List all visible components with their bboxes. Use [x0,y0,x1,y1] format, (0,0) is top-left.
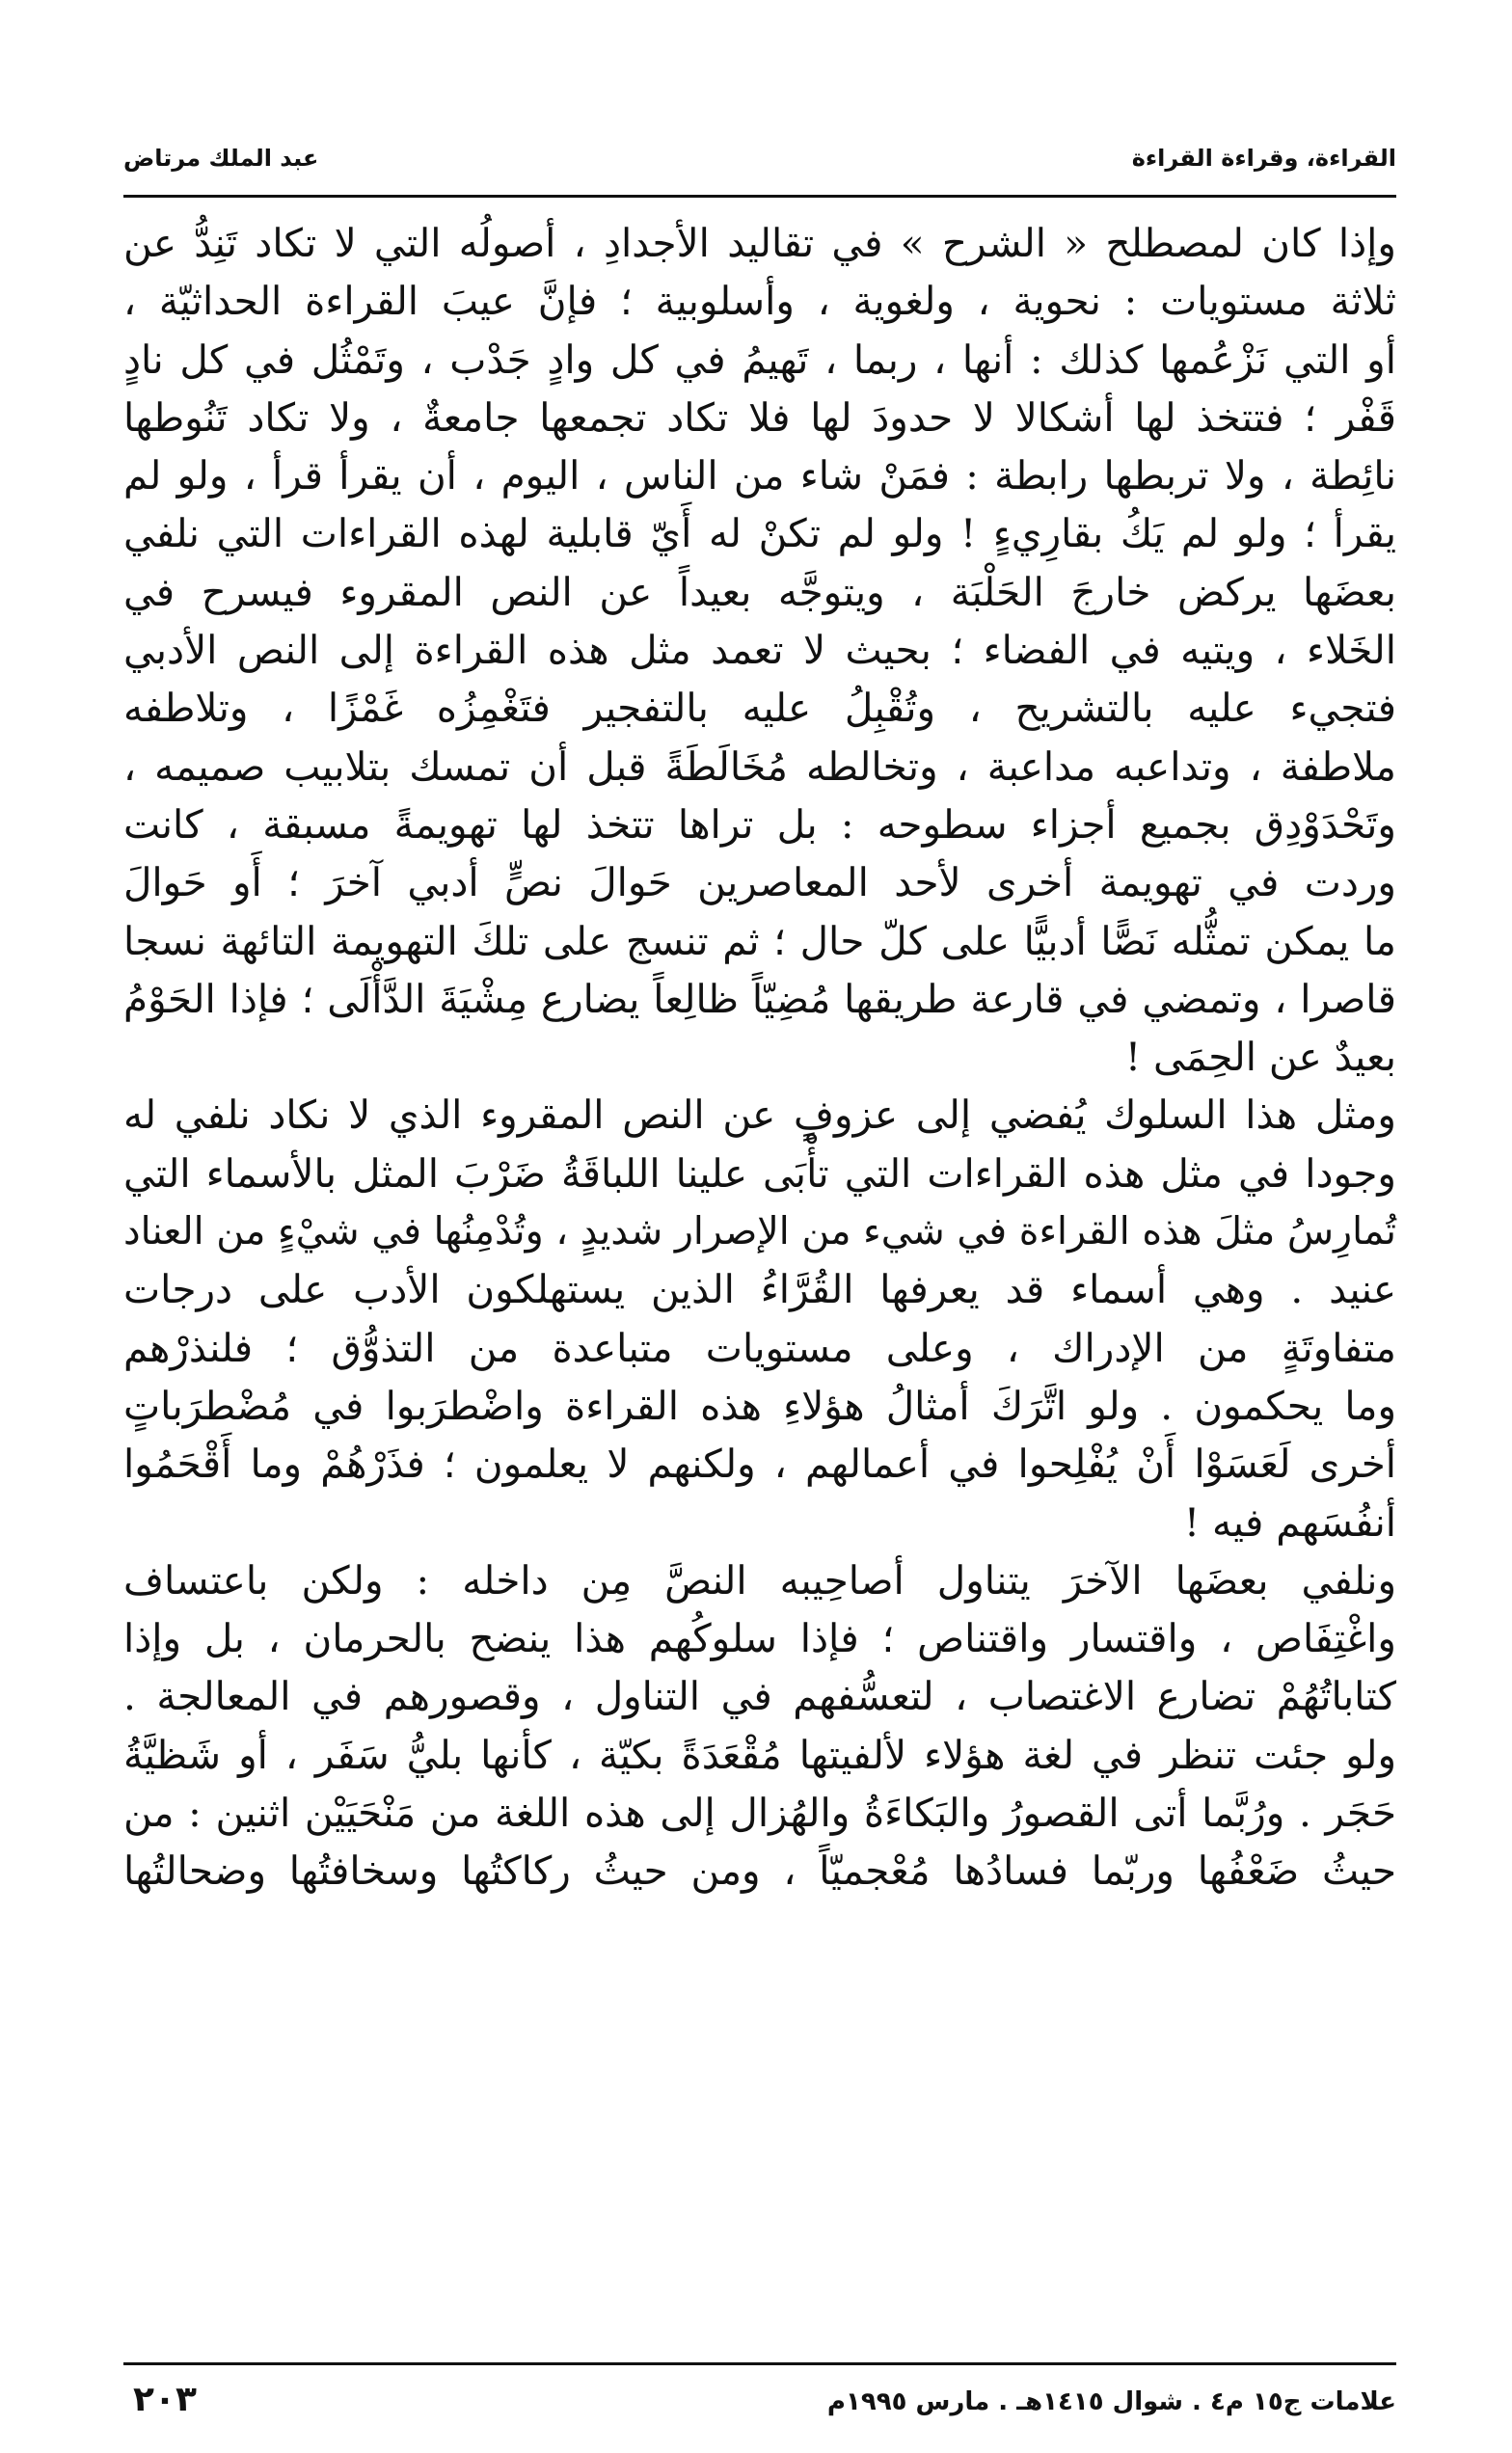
running-footer [123,2380,1396,2426]
text-line: أو التي نَزْعُمها كذلك : أنها ، ربما ، تَهيمُ في كل وادٍ جَدْب ، وتَمْثُل في كل نادٍ [123,336,1396,383]
text-line: ما يمكن تمثُّله نَصًّا أدبيًّا على كلّ حال ؛ ثم تنسج على تلكَ التهويمة التائهة نسجا [123,917,1396,964]
text-line: ونلفي بعضَها الآخرَ يتناول أصاحِيبه النصَّ مِن داخله : ولكن باعتساف [123,1556,1396,1604]
text-line: ومثل هذا السلوك يُفضي إلى عزوفٍ عن النص المقروء الذي لا نكاد نلفي له [123,1092,1396,1139]
text-line: قاصرا ، وتمضي في قارعة طريقها مُضِيّاً ظالِعاً يضارع مِشْيَةَ الدَّأْلَى ؛ فإذا الحَوْمُ [123,975,1396,1022]
text-line: الخَلاء ، ويتيه في الفضاء ؛ بحيث لا تعمد مثل هذه القراءة إلى النص الأدبي [123,627,1396,674]
text-line: وردت في تهويمة أخرى لأحد المعاصرين حَوالَ نصٍّ أدبي آخرَ ؛ أَو حَوالَ [123,859,1396,906]
body-text [123,214,1396,1900]
text-line: ملاطفة ، وتداعبه مداعبة ، وتخالطه مُخَالَطَةً قبل أن تمسك بتلابيب صميمه ، [123,742,1396,790]
text-line: ولو جئت تنظر في لغة هؤلاء لألفيتها مُقْعَدَةً بكيّة ، كأنها بليُّ سَفَر ، أو شَظيَّةُ [123,1731,1396,1778]
text-line: فتجيء عليه بالتشريح ، وتُقْبِلُ عليه بالتفجير فتَغْمِزُه غَمْزًا ، وتلاطفه [123,685,1396,732]
text-line: أخرى لَعَسَوْا أَنْ يُفْلِحوا في أعمالهم ، ولكنهم لا يعلمون ؛ فذَرْهُمْ وما أَقْحَمُوا [123,1441,1396,1488]
text-line: حيثُ ضَعْفُها وربّما فسادُها مُعْجميّاً ، ومن حيثُ ركاكتُها وسخافتُها وضحالتُها [123,1847,1396,1895]
text-line: نائِطة ، ولا تربطها رابطة : فمَنْ شاء من الناس ، اليوم ، أن يقرأ قرأ ، ولو لم [123,452,1396,499]
text-line: بعيدٌ عن الحِمَى ! [1124,1034,1396,1081]
text-line: عنيد . وهي أسماء قد يعرفها القُرَّاءُ الذين يستهلكون الأدب على درجات [123,1266,1396,1313]
author-name: عبد الملك مرتاض [123,145,319,172]
text-line: قَفْر ؛ فتتخذ لها أشكالا لا حدودَ لها فلا تكاد تجمعها جامعةٌ ، ولا تكاد تَنُوطها [123,393,1396,441]
text-line: وإذا كان لمصطلح « الشرح » في تقاليد الأجدادِ ، أصولُه التي لا تكاد تَنِدُّ عن [123,220,1396,266]
page-number: ٢٠٣ [133,2380,197,2419]
text-line: حَجَر . ورُبَّما أتى القصورُ والبَكاءَةُ والهُزال إلى هذه اللغة من مَنْحَيَيْن اثنين : من [123,1790,1396,1837]
footer-rule [123,2362,1396,2365]
text-line: وما يحكمون . ولو اتَّرَكَ أمثالُ هؤلاءِ هذه القراءة واضْطرَبوا في مُضْطرَباتٍ [123,1382,1396,1429]
text-line: وتَحْدَوْدِق بجميع أجزاء سطوحه : بل تراها تتخذ لها تهويمةً مسبقة ، كانت [123,800,1396,848]
text-line: وجودا في مثل هذه القراءات التي تأْبَى علينا اللباقَةُ ضَرْبَ المثل بالأسماء التي [123,1149,1396,1197]
text-line: واغْتِفَاص ، واقتسار واقتناص ؛ فإذا سلوكُهم هذا ينضح بالحرمان ، بل وإذا [123,1615,1396,1662]
article-title: القراءة، وقراءة القراءة [1131,145,1396,172]
text-line: يقرأ ؛ ولو لم يَكُ بقارِيءٍ ! ولو لم تكنْ له أَيّ قابلية لهذه القراءات التي نلفي [123,510,1396,557]
text-line: ثلاثة مستويات : نحوية ، ولغوية ، وأسلوبية ؛ فإنَّ عيبَ القراءة الحداثيّة ، [123,278,1396,325]
text-line: كتاباتُهُمْ تضارع الاغتصاب ، لتعسُّفهم في التناول ، وقصورهم في المعالجة . [123,1673,1396,1720]
text-line: متفاوتَةٍ من الإدراك ، وعلى مستويات متباعدة من التذوُّق ؛ فلنذرْهم [123,1324,1396,1371]
journal-info: علامات ج١٥ م٤ . شوال ١٤١٥هـ . مارس ١٩٩٥م [826,2387,1396,2416]
running-header [123,145,1396,183]
header-rule [123,195,1396,198]
text-line: أنفُسَهم فيه ! [1183,1498,1396,1546]
text-line: تُمارِسُ مثلَ هذه القراءة في شيء من الإصرار شديدٍ ، وتُدْمِنُها في شيْءٍ من العناد [123,1209,1396,1254]
text-line: بعضَها يركض خارجَ الحَلْبَة ، ويتوجَّه بعيداً عن النص المقروء فيسرح في [123,568,1396,615]
